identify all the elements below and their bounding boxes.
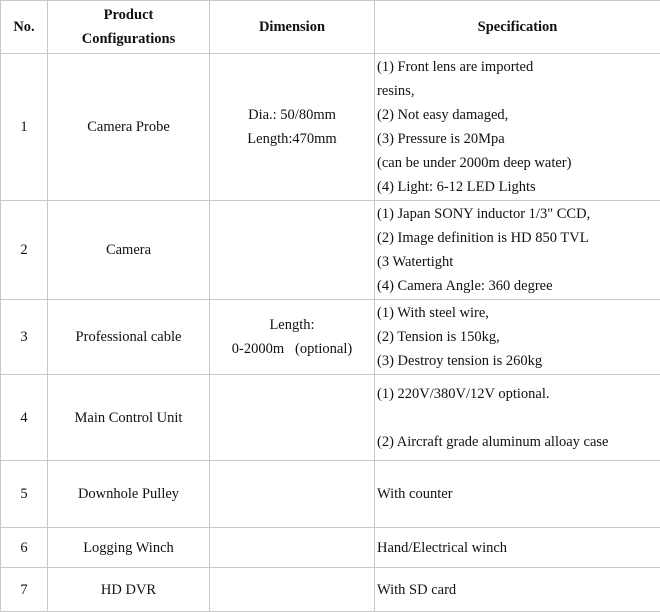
- dimension-cell: [210, 461, 375, 528]
- dimension-line: Dia.: 50/80mm: [248, 107, 336, 123]
- spec-line: (4) Light: 6-12 LED Lights: [377, 179, 536, 195]
- table-row: [1, 528, 660, 568]
- row-number: 2: [1, 201, 48, 300]
- spec-line: (1) With steel wire,: [377, 305, 489, 321]
- spec-line: resins,: [377, 83, 415, 99]
- table-row: [1, 461, 660, 528]
- spec-line: (3) Pressure is 20Mpa: [377, 131, 505, 147]
- specification-cell: [375, 528, 660, 568]
- spec-spacer: [377, 406, 658, 430]
- dimension-line: Length:: [269, 317, 315, 333]
- product-name: Camera: [48, 201, 210, 300]
- dimension-cell: [210, 201, 375, 300]
- specification-cell: [375, 300, 660, 375]
- dimension-cell: [210, 300, 375, 375]
- product-name: Main Control Unit: [48, 375, 210, 461]
- spec-line: (1) Front lens are imported: [377, 59, 534, 75]
- dimension-cell: [210, 528, 375, 568]
- spec-line: (4) Camera Angle: 360 degree: [377, 278, 553, 294]
- spec-line: (3) Destroy tension is 260kg: [377, 353, 543, 369]
- product-name: HD DVR: [48, 568, 210, 612]
- specification-cell: [375, 375, 660, 461]
- specification-cell: [375, 461, 660, 528]
- spec-line: (2) Image definition is HD 850 TVL: [377, 230, 589, 246]
- specification-cell: [375, 54, 660, 201]
- spec-line: With counter: [377, 486, 453, 502]
- product-name: Logging Winch: [48, 528, 210, 568]
- row-number: 4: [1, 375, 48, 461]
- spec-line: (3 Watertight: [377, 254, 454, 270]
- header-no: No.: [1, 1, 48, 54]
- header-product-configurations: [48, 1, 210, 54]
- header-product-line2: Configurations: [81, 31, 176, 47]
- product-name: Downhole Pulley: [48, 461, 210, 528]
- table-row: [1, 54, 660, 201]
- dimension-cell: [210, 568, 375, 612]
- spec-line: (1) 220V/380V/12V optional.: [377, 385, 550, 402]
- header-specification: Specification: [375, 1, 660, 54]
- table-row: [1, 201, 660, 300]
- product-name: Professional cable: [48, 300, 210, 375]
- table-row: [1, 300, 660, 375]
- row-number: 7: [1, 568, 48, 612]
- header-dimension: Dimension: [210, 1, 375, 54]
- spec-line: (can be under 2000m deep water): [377, 155, 572, 171]
- dimension-cell: [210, 54, 375, 201]
- spec-line: Hand/Electrical winch: [377, 539, 508, 556]
- table-row: [1, 568, 660, 612]
- specification-cell: [375, 568, 660, 612]
- table-header-row: [1, 1, 660, 54]
- row-number: 3: [1, 300, 48, 375]
- product-name: Camera Probe: [48, 54, 210, 201]
- row-number: 5: [1, 461, 48, 528]
- header-product-line1: Product: [103, 7, 154, 23]
- spec-line: With SD card: [377, 581, 457, 598]
- row-number: 6: [1, 528, 48, 568]
- table-row: [1, 375, 660, 461]
- dimension-line: 0-2000m (optional): [231, 341, 353, 357]
- spec-line: (2) Not easy damaged,: [377, 107, 509, 123]
- spec-line: (1) Japan SONY inductor 1/3" CCD,: [377, 206, 591, 222]
- dimension-cell: [210, 375, 375, 461]
- specification-cell: [375, 201, 660, 300]
- spec-line: (2) Tension is 150kg,: [377, 329, 500, 345]
- spec-line: (2) Aircraft grade aluminum alloay case: [377, 433, 609, 450]
- dimension-line: Length:470mm: [247, 131, 337, 147]
- row-number: 1: [1, 54, 48, 201]
